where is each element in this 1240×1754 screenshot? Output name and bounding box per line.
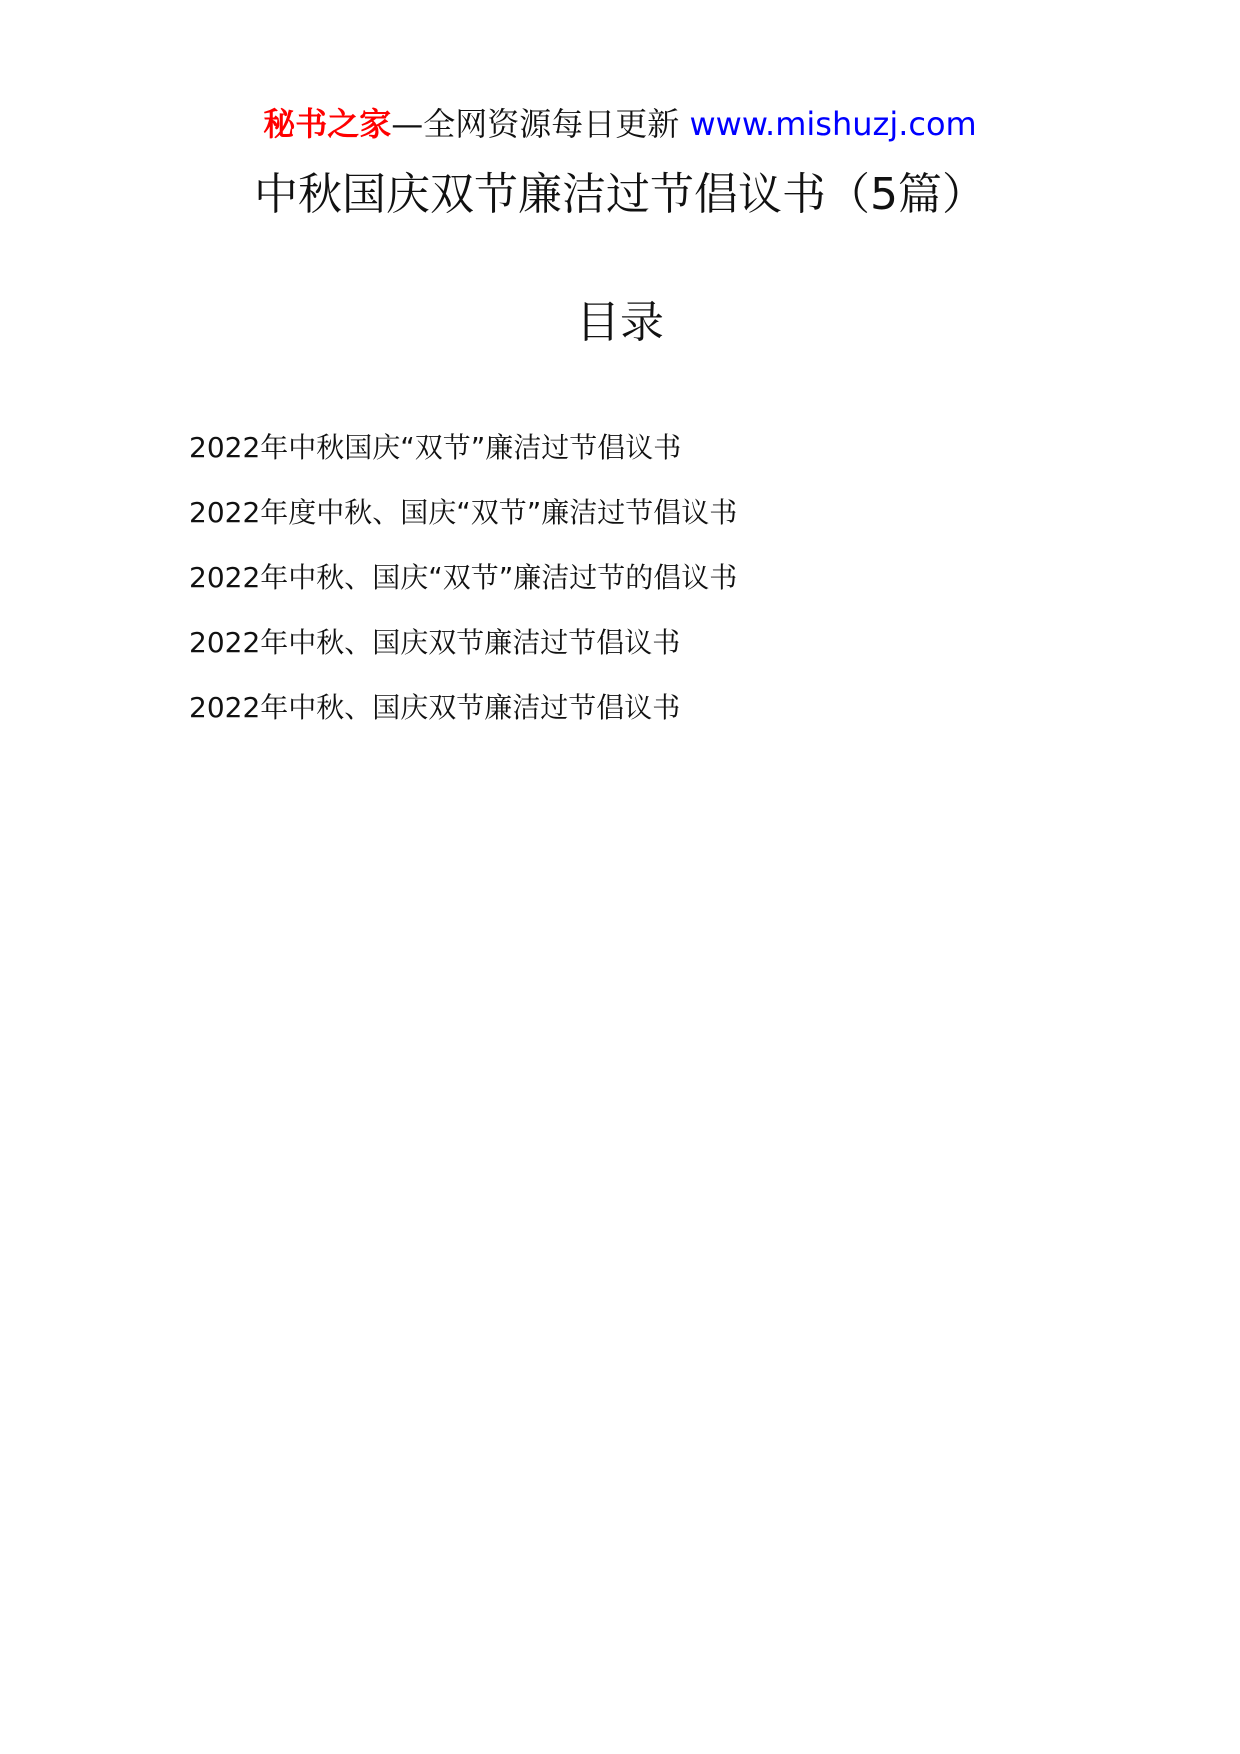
table-of-contents	[189, 428, 737, 753]
toc-item[interactable]: 2022年中秋、国庆“双节”廉洁过节的倡议书	[189, 561, 738, 594]
toc-item[interactable]: 2022年中秋国庆“双节”廉洁过节倡议书	[189, 431, 682, 464]
toc-item[interactable]: 2022年中秋、国庆双节廉洁过节倡议书	[189, 691, 681, 724]
toc-item[interactable]: 2022年度中秋、国庆“双节”廉洁过节倡议书	[189, 496, 738, 529]
toc-heading: 目录	[576, 297, 664, 348]
site-banner	[0, 100, 1240, 148]
site-url-link[interactable]: www.mishuzj.com	[689, 105, 977, 143]
document-title: 中秋国庆双节廉洁过节倡议书（5篇）	[254, 169, 986, 220]
site-tagline: —全网资源每日更新	[391, 105, 690, 143]
brand-name: 秘书之家	[263, 105, 392, 143]
toc-item[interactable]: 2022年中秋、国庆双节廉洁过节倡议书	[189, 626, 681, 659]
